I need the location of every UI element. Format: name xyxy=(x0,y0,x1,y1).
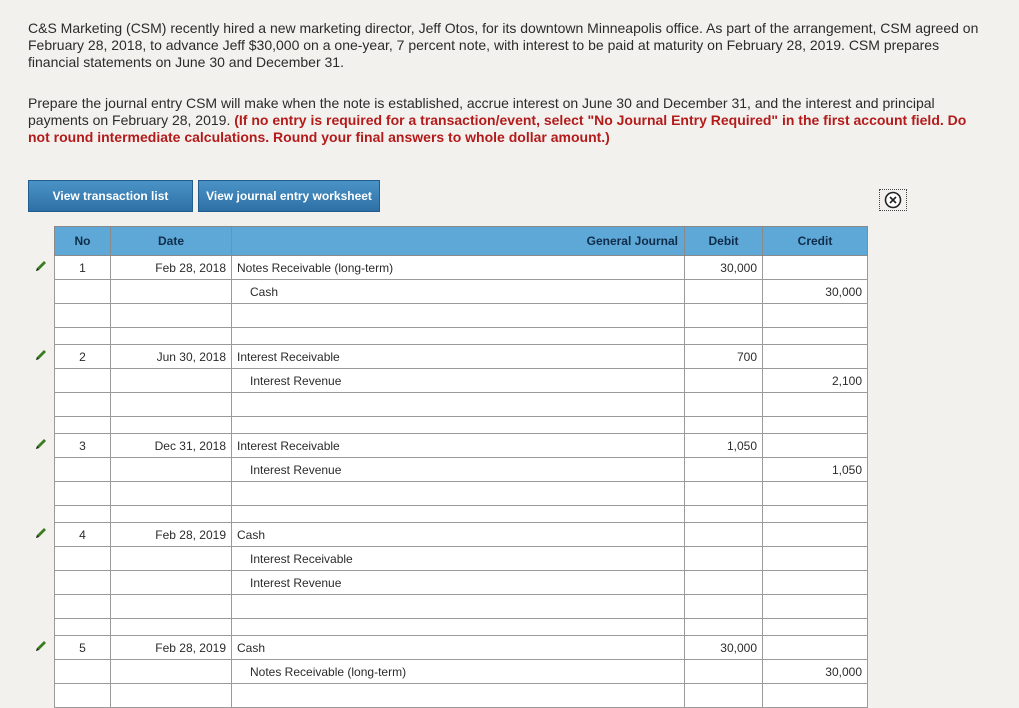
separator-cell xyxy=(685,417,763,434)
separator-cell xyxy=(111,328,232,345)
entry-date: Dec 31, 2018 xyxy=(111,434,232,458)
credit-cell[interactable] xyxy=(763,523,868,547)
separator-cell xyxy=(111,417,232,434)
empty-cell[interactable] xyxy=(232,595,685,619)
account-cell[interactable]: Interest Receivable xyxy=(232,547,685,571)
empty-cell xyxy=(111,595,232,619)
problem-intro: C&S Marketing (CSM) recently hired a new marketing director, Jeff Otos, for its downtown Minneapolis office. As part of the arrangement, CSM agreed on February 28, 2018, to advance Jeff $30,000 on a one-year, 7 percent note, with interest to be paid at maturity on February 28, 2019. CSM prepares financial statements on June 30 and December 31. xyxy=(28,20,979,70)
separator-cell xyxy=(685,328,763,345)
credit-cell[interactable] xyxy=(763,256,868,280)
separator-cell xyxy=(685,506,763,523)
account-cell[interactable]: Cash xyxy=(232,523,685,547)
empty-cell[interactable] xyxy=(232,393,685,417)
empty-cell[interactable] xyxy=(763,684,868,708)
table-row xyxy=(55,547,868,571)
separator-cell xyxy=(111,506,232,523)
table-row xyxy=(55,280,868,304)
entry-date xyxy=(111,369,232,393)
entry-date: Jun 30, 2018 xyxy=(111,345,232,369)
table-row xyxy=(55,345,868,369)
entry-date xyxy=(111,660,232,684)
entry-number: 2 xyxy=(55,345,111,369)
entry-date xyxy=(111,458,232,482)
debit-cell[interactable] xyxy=(685,660,763,684)
entry-date: Feb 28, 2018 xyxy=(111,256,232,280)
entry-number: 3 xyxy=(55,434,111,458)
empty-cell[interactable] xyxy=(232,304,685,328)
table-row xyxy=(55,434,868,458)
separator-cell xyxy=(55,506,111,523)
empty-cell[interactable] xyxy=(685,684,763,708)
separator-cell xyxy=(55,417,111,434)
header-debit: Debit xyxy=(685,227,763,256)
separator-cell xyxy=(55,328,111,345)
credit-cell[interactable]: 30,000 xyxy=(763,280,868,304)
empty-cell[interactable] xyxy=(232,482,685,506)
separator-cell xyxy=(111,619,232,636)
separator-cell xyxy=(763,417,868,434)
debit-cell[interactable]: 1,050 xyxy=(685,434,763,458)
separator-cell xyxy=(232,506,685,523)
general-journal-table xyxy=(54,226,868,708)
entry-number xyxy=(55,547,111,571)
entry-number: 4 xyxy=(55,523,111,547)
entry-number: 5 xyxy=(55,636,111,660)
entry-date: Feb 28, 2019 xyxy=(111,636,232,660)
debit-cell[interactable] xyxy=(685,571,763,595)
debit-cell[interactable] xyxy=(685,523,763,547)
edit-pencil-icon[interactable] xyxy=(34,348,48,362)
account-cell[interactable]: Notes Receivable (long-term) xyxy=(232,256,685,280)
separator-cell xyxy=(232,417,685,434)
table-row xyxy=(55,571,868,595)
separator-row xyxy=(55,417,868,434)
separator-row xyxy=(55,328,868,345)
debit-cell[interactable] xyxy=(685,458,763,482)
debit-cell[interactable] xyxy=(685,369,763,393)
credit-cell[interactable]: 2,100 xyxy=(763,369,868,393)
blank-row xyxy=(55,482,868,506)
close-button[interactable] xyxy=(879,189,907,211)
separator-cell xyxy=(685,619,763,636)
empty-cell xyxy=(55,304,111,328)
credit-cell[interactable]: 30,000 xyxy=(763,660,868,684)
account-cell[interactable]: Interest Revenue xyxy=(232,571,685,595)
table-row xyxy=(55,458,868,482)
empty-cell xyxy=(55,393,111,417)
empty-cell[interactable] xyxy=(763,304,868,328)
entry-date xyxy=(111,571,232,595)
table-row xyxy=(55,256,868,280)
debit-cell[interactable]: 30,000 xyxy=(685,636,763,660)
empty-cell[interactable] xyxy=(685,482,763,506)
view-transaction-list-button[interactable]: View transaction list xyxy=(28,180,193,212)
credit-cell[interactable] xyxy=(763,547,868,571)
account-cell[interactable]: Interest Revenue xyxy=(232,369,685,393)
empty-cell xyxy=(111,393,232,417)
separator-cell xyxy=(232,619,685,636)
empty-cell[interactable] xyxy=(763,482,868,506)
account-cell[interactable]: Interest Revenue xyxy=(232,458,685,482)
edit-pencil-icon[interactable] xyxy=(34,437,48,451)
edit-pencil-icon[interactable] xyxy=(34,526,48,540)
table-row xyxy=(55,369,868,393)
debit-cell[interactable]: 700 xyxy=(685,345,763,369)
empty-cell[interactable] xyxy=(685,304,763,328)
empty-cell[interactable] xyxy=(685,393,763,417)
entry-number xyxy=(55,280,111,304)
credit-cell[interactable]: 1,050 xyxy=(763,458,868,482)
entry-date xyxy=(111,280,232,304)
entry-date xyxy=(111,547,232,571)
problem-instructions xyxy=(28,95,988,146)
header-no: No xyxy=(55,227,111,256)
table-row xyxy=(55,523,868,547)
empty-cell xyxy=(111,482,232,506)
empty-cell[interactable] xyxy=(685,595,763,619)
debit-cell[interactable] xyxy=(685,280,763,304)
blank-row xyxy=(55,304,868,328)
header-date: Date xyxy=(111,227,232,256)
edit-pencil-icon[interactable] xyxy=(34,639,48,653)
empty-cell xyxy=(55,482,111,506)
header-credit: Credit xyxy=(763,227,868,256)
entry-date: Feb 28, 2019 xyxy=(111,523,232,547)
blank-row xyxy=(55,684,868,708)
credit-cell[interactable] xyxy=(763,636,868,660)
table-header-row xyxy=(55,227,868,256)
separator-cell xyxy=(55,619,111,636)
credit-cell[interactable] xyxy=(763,571,868,595)
empty-cell[interactable] xyxy=(763,393,868,417)
empty-cell xyxy=(111,304,232,328)
debit-cell[interactable] xyxy=(685,547,763,571)
view-journal-worksheet-button[interactable]: View journal entry worksheet xyxy=(198,180,380,212)
credit-cell[interactable] xyxy=(763,345,868,369)
account-cell[interactable]: Notes Receivable (long-term) xyxy=(232,660,685,684)
empty-cell[interactable] xyxy=(763,595,868,619)
empty-cell xyxy=(111,684,232,708)
empty-cell[interactable] xyxy=(232,684,685,708)
debit-cell[interactable]: 30,000 xyxy=(685,256,763,280)
account-cell[interactable]: Cash xyxy=(232,636,685,660)
entry-number xyxy=(55,369,111,393)
entry-number xyxy=(55,660,111,684)
empty-cell xyxy=(55,684,111,708)
blank-row xyxy=(55,393,868,417)
instructions-note: (If no entry is required for a transaction/event, select "No Journal Entry Required" in the first account field. Do not round intermediate calculations. Round your final answers to whole dollar amount.) xyxy=(28,112,967,145)
instructions-text: Prepare the journal entry CSM will make when the note is established, accrue interest on June 30 and December 31, and the interest and principal payments on February 28, 2019. xyxy=(28,95,935,128)
separator-row xyxy=(55,619,868,636)
entry-number: 1 xyxy=(55,256,111,280)
account-cell[interactable]: Interest Receivable xyxy=(232,434,685,458)
account-cell[interactable]: Interest Receivable xyxy=(232,345,685,369)
entry-number xyxy=(55,571,111,595)
table-row xyxy=(55,660,868,684)
edit-pencil-icon[interactable] xyxy=(34,259,48,273)
separator-row xyxy=(55,506,868,523)
table-row xyxy=(55,636,868,660)
close-circle-icon xyxy=(884,191,902,209)
credit-cell[interactable] xyxy=(763,434,868,458)
separator-cell xyxy=(763,328,868,345)
blank-row xyxy=(55,595,868,619)
separator-cell xyxy=(763,619,868,636)
account-cell[interactable]: Cash xyxy=(232,280,685,304)
header-general-journal: General Journal xyxy=(232,227,685,256)
separator-cell xyxy=(232,328,685,345)
empty-cell xyxy=(55,595,111,619)
entry-number xyxy=(55,458,111,482)
separator-cell xyxy=(763,506,868,523)
